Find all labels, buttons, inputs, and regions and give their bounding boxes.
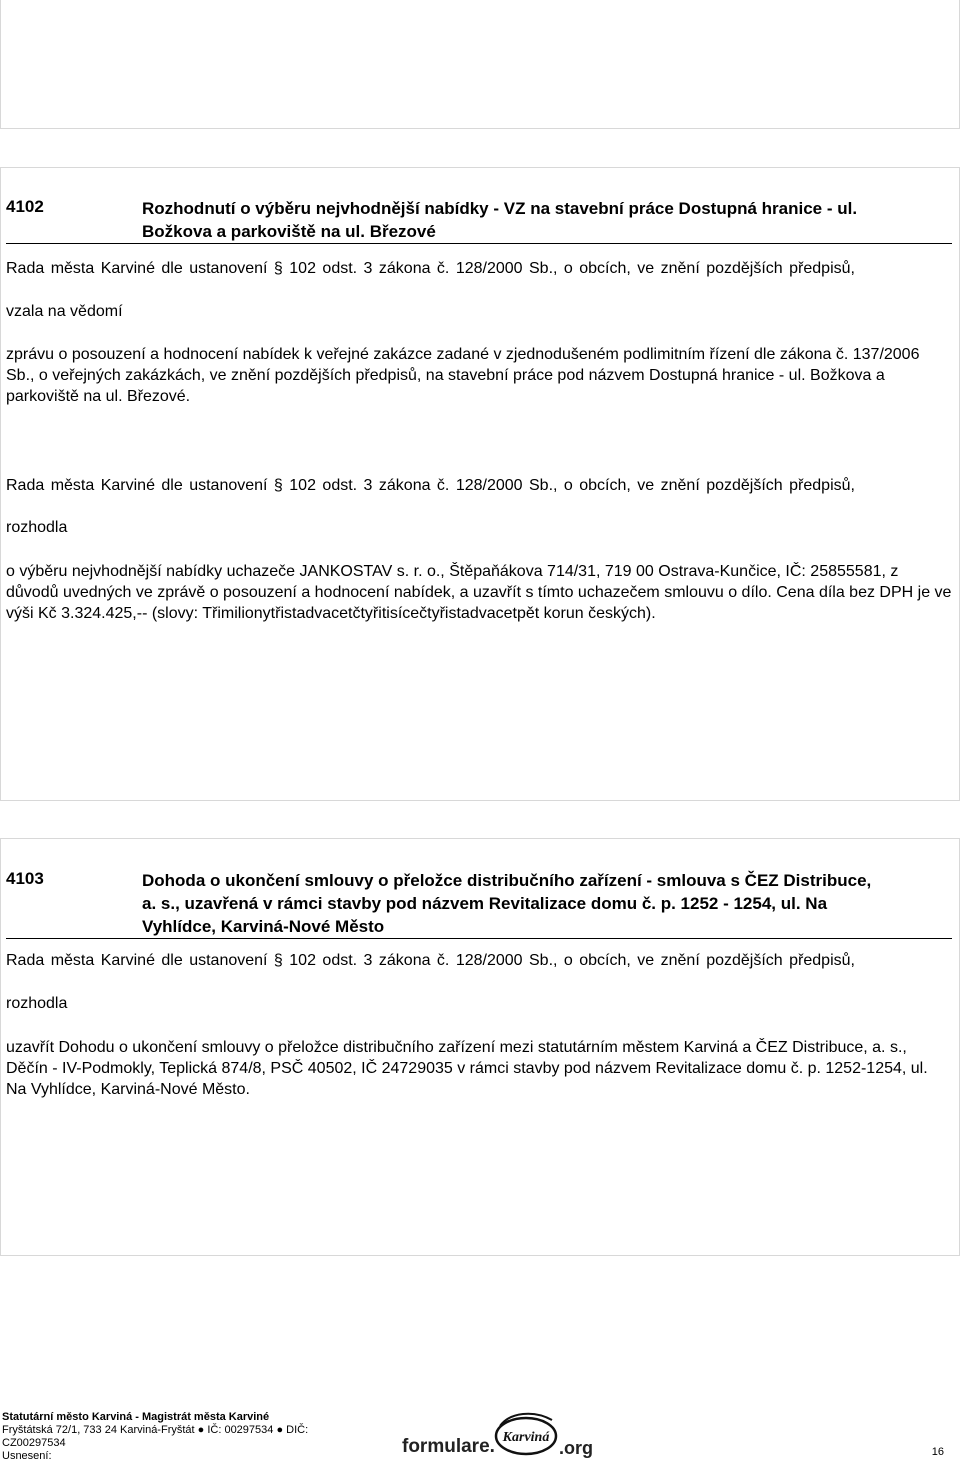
footer-org: Statutární město Karviná - Magistrát města Karviné (2, 1411, 270, 1423)
resolution-title: Dohoda o ukončení smlouvy o přeložce distribučního zařízení - smlouva s ČEZ Distribuce, a. s., uzavřená v rámci stavby pod názvem Revitalizace domu č. p. 1252 - 1254, ul. Na Vyhlídce, Karviná-Nové Město (142, 871, 872, 936)
top-blank-frame (0, 0, 960, 129)
resolution-number: 4102 (6, 197, 44, 216)
body-paragraph: o výběru nejvhodnější nabídky uchazeče JANKOSTAV s. r. o., Štěpaňákova 714/31, 719 00 Ostrava-Kunčice, IČ: 25855581, z důvodů uvedných ve zprávě o posouzení a hodnocení nabídek, a uzavřít s tímto uchazečem smlouvu o dílo. Cena díla bez DPH je ve výši Kč 3.324.425,-- (slovy: Třimilionytřistadvacetčtyřitisícečtyřistadvacetpět korun českých). (6, 563, 952, 622)
resolution-title: Rozhodnutí o výběru nejvhodnější nabídky - VZ na stavební práce Dostupná hranice - ul. Božkova a parkoviště na ul. Březové (142, 199, 858, 241)
verdict-label: vzala na vědomí (6, 303, 123, 320)
body-paragraph: uzavřít Dohodu o ukončení smlouvy o přeložce distribučního zařízení mezi statutárním městem Karviná a ČEZ Distribuce, a. s., Děčín - IV-Podmokly, Teplická 874/8, PSČ 40502, IČ 24729035 v rámci stavby pod názvem Revitalizace domu č. p. 1252-1254, ul. Na Vyhlídce, Karviná-Nové Město. (6, 1039, 928, 1098)
resolution-number: 4103 (6, 869, 44, 888)
body-paragraph: zprávu o posouzení a hodnocení nabídek k veřejné zakázce zadané v zjednodušeném podlimitním řízení dle zákona č. 137/2006 Sb., o veřejných zakázkách, ve znění pozdějších předpisů, na stavební práce pod názvem Dostupná hranice - ul. Božkova a parkoviště na ul. Březové. (6, 346, 920, 405)
formulare-logo (402, 1406, 616, 1462)
footer-dic: CZ00297534 (2, 1437, 66, 1449)
footer-address: Fryštátská 72/1, 733 24 Karviná-Fryštát ● IČ: 00297534 ● DIČ: (2, 1424, 309, 1436)
verdict-label: rozhodla (6, 995, 68, 1012)
footer-label: Usnesení: (2, 1450, 52, 1462)
logo-swoosh (500, 1414, 552, 1426)
logo-right-text: .org (559, 1438, 593, 1458)
logo-mid-text: Karviná (502, 1430, 550, 1445)
logo-left-text: formulare. (402, 1436, 495, 1457)
heading-rule (6, 938, 952, 939)
intro-paragraph: Rada města Karviné dle ustanovení § 102 odst. 3 zákona č. 128/2000 Sb., o obcích, ve znění pozdějších předpisů, (6, 952, 855, 969)
verdict-label: rozhodla (6, 519, 68, 536)
page-number: 16 (931, 1446, 944, 1458)
intro-paragraph: Rada města Karviné dle ustanovení § 102 odst. 3 zákona č. 128/2000 Sb., o obcích, ve znění pozdějších předpisů, (6, 477, 855, 494)
heading-rule (6, 243, 952, 244)
intro-paragraph: Rada města Karviné dle ustanovení § 102 odst. 3 zákona č. 128/2000 Sb., o obcích, ve znění pozdějších předpisů, (6, 260, 855, 277)
